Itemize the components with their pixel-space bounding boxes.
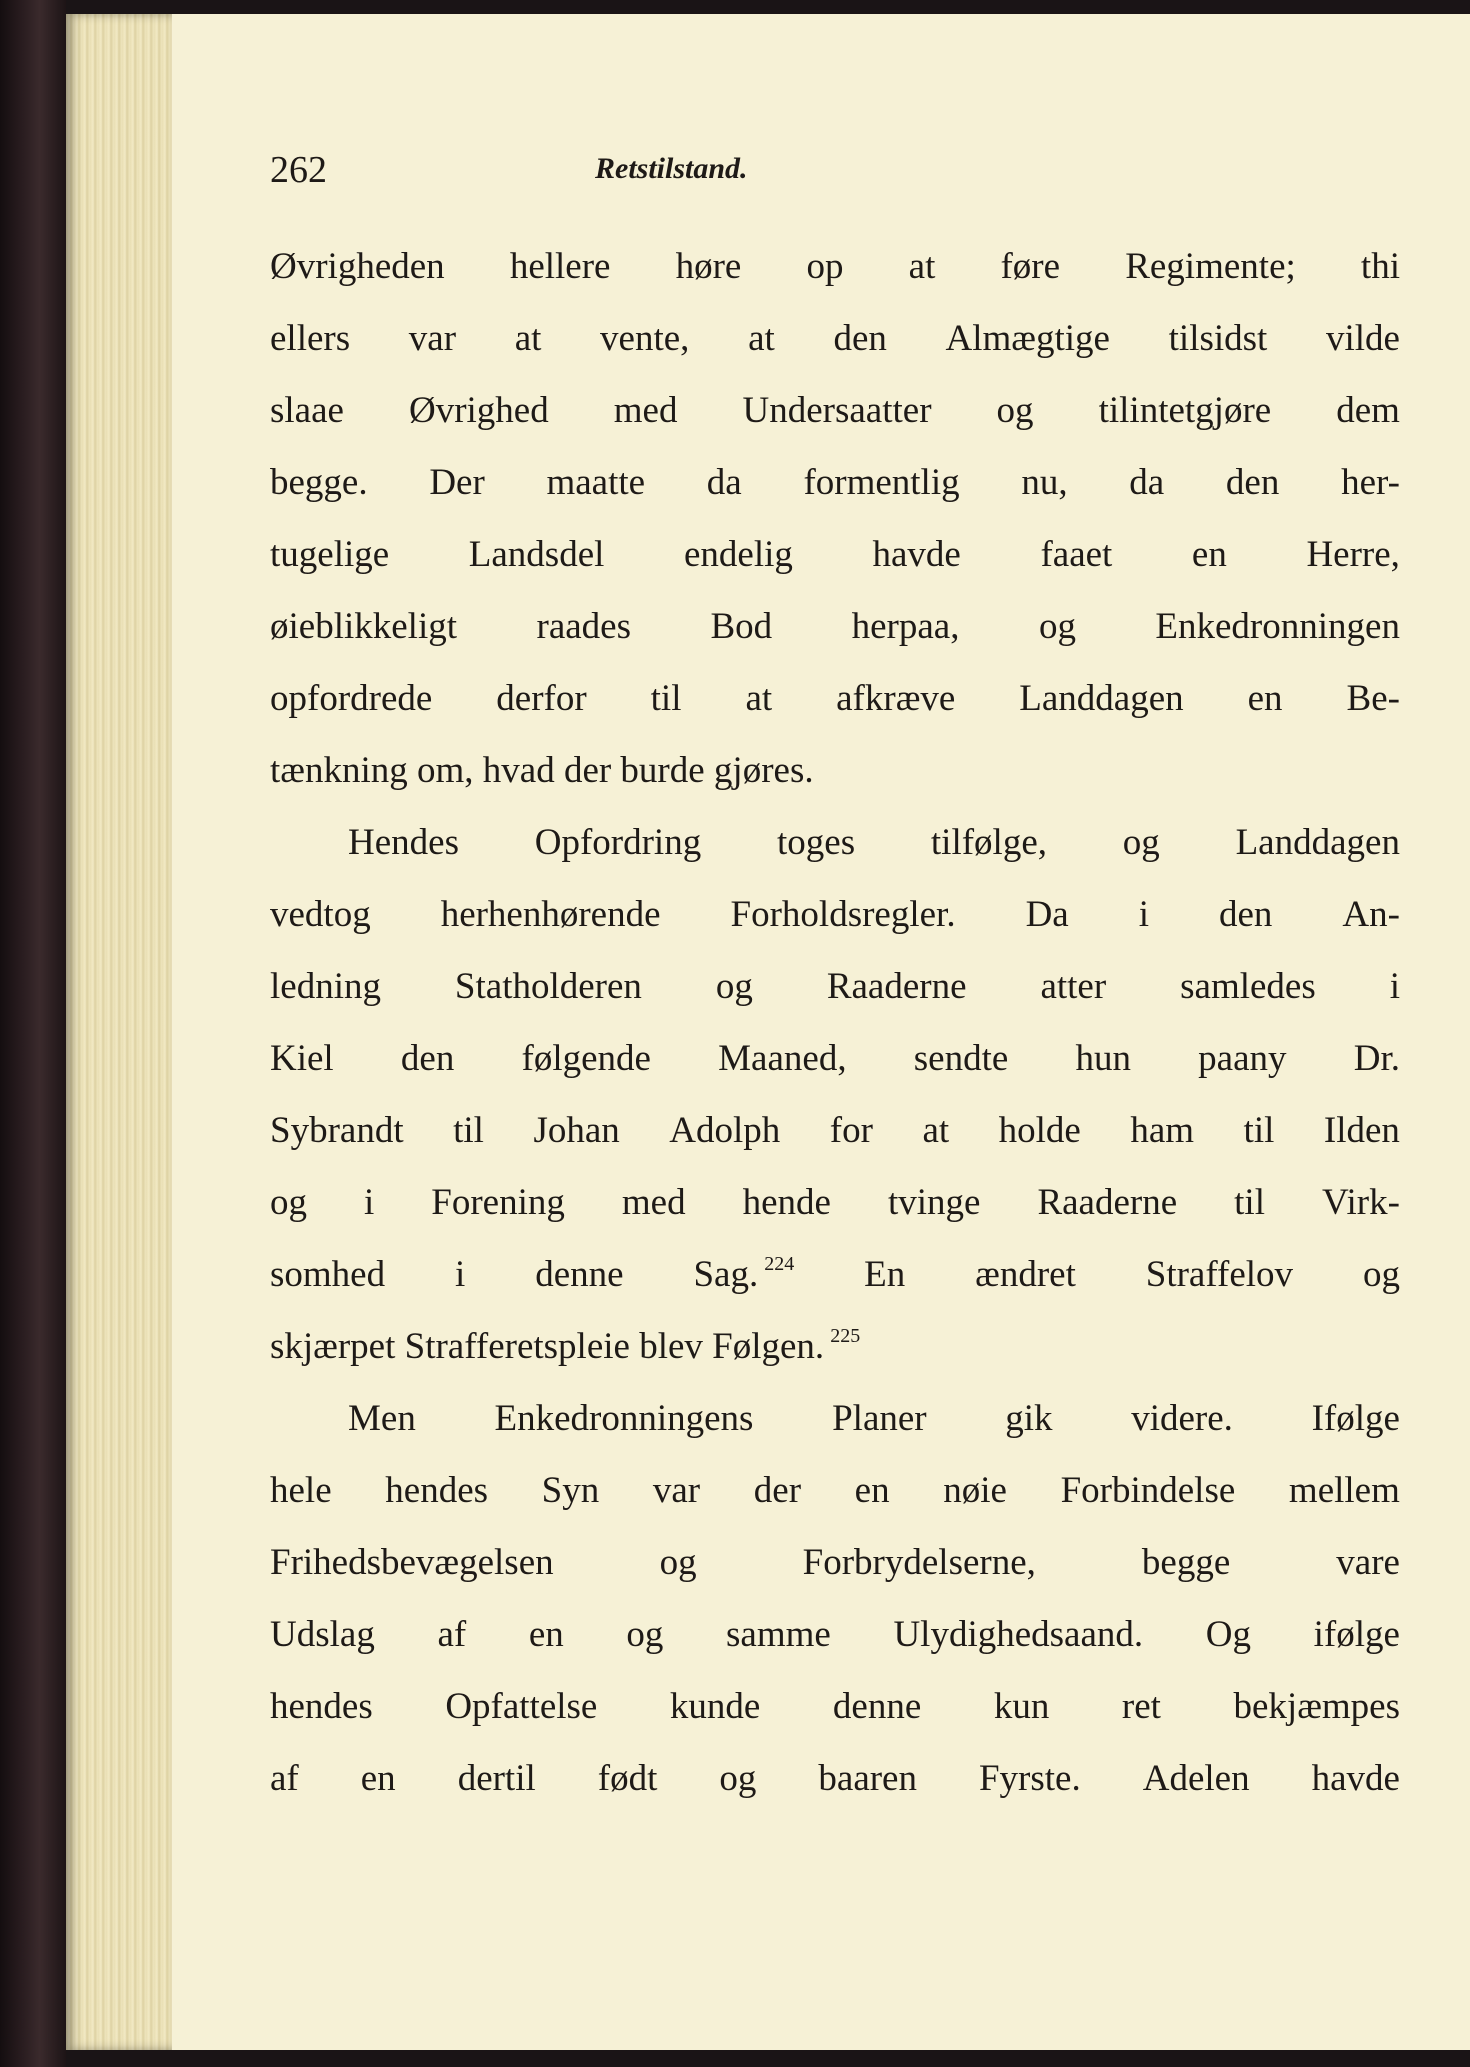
- word: hele: [270, 1470, 332, 1511]
- word: dem: [1336, 390, 1400, 431]
- word: Landsdel: [468, 534, 605, 575]
- word: føre: [1000, 246, 1061, 287]
- word: Kiel: [270, 1038, 334, 1079]
- word: tilsidst: [1168, 318, 1268, 359]
- word: herpaa,: [851, 606, 960, 647]
- page-heading: Retstilstand.: [595, 152, 748, 185]
- word: en: [528, 1614, 564, 1655]
- word: derfor: [496, 678, 587, 719]
- word: ellers: [270, 318, 351, 359]
- word: kunde: [669, 1686, 761, 1727]
- word: og: [715, 966, 753, 1007]
- word: Øvrighed: [408, 390, 549, 431]
- text-line: [270, 1325, 1400, 1397]
- word: tilfølge,: [930, 822, 1048, 863]
- word: Be-: [1346, 678, 1400, 719]
- word: af: [437, 1614, 467, 1655]
- text-line: [270, 1253, 1400, 1325]
- word: med: [621, 1182, 686, 1223]
- text-line: [270, 1685, 1400, 1757]
- word: og: [1038, 606, 1076, 647]
- word: Forholdsregler.: [730, 894, 956, 935]
- word: denne: [832, 1686, 922, 1727]
- word: baaren: [818, 1758, 917, 1799]
- word: Adolph: [669, 1110, 781, 1151]
- text-line: [270, 1109, 1400, 1181]
- word: kun: [993, 1686, 1050, 1727]
- word: Undersaatter: [742, 390, 932, 431]
- word: vedtog: [270, 894, 371, 935]
- word: Raaderne: [826, 966, 967, 1007]
- word: mellem: [1288, 1470, 1400, 1511]
- word: og: [719, 1758, 757, 1799]
- word: slaae: [270, 390, 344, 431]
- word: ifølge: [1313, 1614, 1400, 1655]
- body-text: [270, 245, 1400, 1829]
- word: opfordrede: [270, 678, 433, 719]
- word: øieblikkeligt: [270, 606, 458, 647]
- word: Enkedronningens: [494, 1398, 754, 1439]
- word: Udslag: [270, 1614, 375, 1655]
- word: Sag. $^{224}$: [693, 1253, 795, 1295]
- word: hun: [1075, 1038, 1131, 1079]
- line-words: skjærpet Strafferetspleie blev Følgen.: [270, 1326, 825, 1367]
- word: maatte: [546, 462, 646, 503]
- word: Raaderne: [1037, 1182, 1178, 1223]
- word: vente,: [600, 318, 690, 359]
- word: tugelige: [270, 534, 390, 575]
- word: var: [652, 1470, 701, 1511]
- word: til: [650, 678, 682, 719]
- word: der: [753, 1470, 802, 1511]
- word: var: [408, 318, 457, 359]
- word: An-: [1342, 894, 1400, 935]
- word: at: [908, 246, 936, 287]
- word: og: [996, 390, 1034, 431]
- text-line: [270, 893, 1400, 965]
- text-line: [270, 245, 1400, 317]
- word: Frihedsbevægelsen: [270, 1542, 554, 1583]
- word: Ifølge: [1311, 1398, 1400, 1439]
- word: Landdagen: [1235, 822, 1400, 863]
- word: at: [745, 678, 773, 719]
- word: begge.: [270, 462, 368, 503]
- word: med: [613, 390, 678, 431]
- word: til: [1234, 1182, 1265, 1223]
- word: samme: [726, 1614, 831, 1655]
- word: holde: [998, 1110, 1081, 1151]
- word: i: [1138, 894, 1149, 935]
- text-line: [270, 461, 1400, 533]
- word: formentlig: [803, 462, 960, 503]
- word: Bod: [710, 606, 773, 647]
- word: nøie: [943, 1470, 1007, 1511]
- word: Planer: [832, 1398, 927, 1439]
- line-text: [270, 1325, 860, 1368]
- page-number: 262: [270, 149, 327, 191]
- text-line: [270, 965, 1400, 1037]
- word: til: [1243, 1110, 1275, 1151]
- word: og: [626, 1614, 664, 1655]
- word: i: [455, 1254, 466, 1295]
- word: den: [833, 318, 887, 359]
- word: af: [270, 1758, 299, 1799]
- text-line: [270, 1541, 1400, 1613]
- word: en: [360, 1758, 396, 1799]
- word: Landdagen: [1019, 678, 1184, 719]
- word: og: [659, 1542, 697, 1583]
- text-line: [270, 1469, 1400, 1541]
- word: født: [597, 1758, 658, 1799]
- word: hendes: [385, 1470, 489, 1511]
- text-line: [270, 605, 1400, 677]
- word: Ulydighedsaand.: [893, 1614, 1144, 1655]
- text-line: [270, 749, 1400, 821]
- word: her-: [1341, 462, 1400, 503]
- word: nu,: [1021, 462, 1068, 503]
- word: at: [922, 1110, 950, 1151]
- word: thi: [1360, 246, 1400, 287]
- word: tvinge: [887, 1182, 981, 1223]
- word: Almægtige: [945, 318, 1110, 359]
- word: at: [514, 318, 542, 359]
- word: Opfattelse: [445, 1686, 598, 1727]
- text-line: [270, 317, 1400, 389]
- word: at: [748, 318, 775, 359]
- word: Hendes: [348, 822, 459, 863]
- word: i: [1389, 966, 1400, 1007]
- word: ledning: [270, 966, 381, 1007]
- word: Forbindelse: [1060, 1470, 1236, 1511]
- text-line: [270, 821, 1400, 893]
- word: Statholderen: [454, 966, 642, 1007]
- word: en: [1191, 534, 1227, 575]
- word: begge: [1141, 1542, 1231, 1583]
- word: Enkedronningen: [1155, 606, 1400, 647]
- word: Forbrydelserne,: [802, 1542, 1036, 1583]
- word: i: [364, 1182, 375, 1223]
- word: raades: [536, 606, 631, 647]
- word: atter: [1040, 966, 1107, 1007]
- text-line: [270, 389, 1400, 461]
- word: videre.: [1131, 1398, 1233, 1439]
- word: hellere: [509, 246, 611, 287]
- word: gik: [1005, 1398, 1053, 1439]
- word: vare: [1336, 1542, 1400, 1583]
- word: og: [1362, 1254, 1400, 1295]
- footnote-reference: 225: [830, 1325, 861, 1347]
- word: op: [806, 246, 844, 287]
- word: bekjæmpes: [1233, 1686, 1400, 1727]
- word: en: [1247, 678, 1283, 719]
- word: Regimente;: [1125, 246, 1296, 287]
- word: vilde: [1326, 318, 1400, 359]
- word: for: [829, 1110, 873, 1151]
- word: Da: [1025, 894, 1069, 935]
- word: Der: [429, 462, 485, 503]
- word: følgende: [521, 1038, 651, 1079]
- word: havde: [1311, 1758, 1400, 1799]
- word: dertil: [457, 1758, 536, 1799]
- word: Forening: [431, 1182, 565, 1223]
- word: Opfordring: [534, 822, 702, 863]
- word: Johan: [533, 1110, 620, 1151]
- text-line: [270, 533, 1400, 605]
- word: Virk-: [1321, 1182, 1400, 1223]
- word: tilintetgjøre: [1098, 390, 1272, 431]
- running-head: [270, 148, 1110, 208]
- word: ham: [1130, 1110, 1195, 1151]
- word: Straffelov: [1145, 1254, 1294, 1295]
- word: den: [400, 1038, 455, 1079]
- word: afkræve: [836, 678, 956, 719]
- word: Syn: [541, 1470, 600, 1511]
- word: hende: [742, 1182, 831, 1223]
- word: ret: [1121, 1686, 1161, 1727]
- word: hendes: [270, 1686, 373, 1727]
- text-line: [270, 1181, 1400, 1253]
- text-line: [270, 677, 1400, 749]
- text-line: [270, 1037, 1400, 1109]
- word: Herre,: [1306, 534, 1400, 575]
- word: Adelen: [1142, 1758, 1250, 1799]
- word: en: [854, 1470, 890, 1511]
- word: havde: [872, 534, 961, 575]
- word: denne: [535, 1254, 624, 1295]
- word: herhenhørende: [440, 894, 661, 935]
- page-edges: [66, 14, 172, 2050]
- word: endelig: [684, 534, 793, 575]
- word: da: [1129, 462, 1165, 503]
- word: Øvrigheden: [270, 246, 445, 287]
- word: En: [864, 1254, 906, 1295]
- word: Og: [1205, 1614, 1252, 1655]
- word: og: [1122, 822, 1160, 863]
- text-line: [270, 1613, 1400, 1685]
- word: Sybrandt: [270, 1110, 404, 1151]
- word: toges: [777, 822, 856, 863]
- word: den: [1218, 894, 1273, 935]
- word: sendte: [913, 1038, 1009, 1079]
- word: til: [453, 1110, 484, 1151]
- word: ændret: [975, 1254, 1076, 1295]
- word: faaet: [1040, 534, 1113, 575]
- word: da: [706, 462, 742, 503]
- word: Fyrste.: [978, 1758, 1081, 1799]
- footnote-reference: 224: [764, 1253, 795, 1275]
- word: den: [1225, 462, 1280, 503]
- word: og: [270, 1182, 307, 1223]
- word: høre: [675, 246, 742, 287]
- word: somhed: [270, 1254, 386, 1295]
- text-line: [270, 1757, 1400, 1829]
- word: Ilden: [1323, 1110, 1400, 1151]
- text-line: [270, 1397, 1400, 1469]
- word: Men: [348, 1398, 416, 1439]
- word: Dr.: [1353, 1038, 1400, 1079]
- word: paany: [1198, 1038, 1287, 1079]
- book-binding: [0, 0, 66, 2067]
- word: samledes: [1180, 966, 1316, 1007]
- word: Maaned,: [718, 1038, 847, 1079]
- line-words: tænkning om, hvad der burde gjøres.: [270, 750, 814, 791]
